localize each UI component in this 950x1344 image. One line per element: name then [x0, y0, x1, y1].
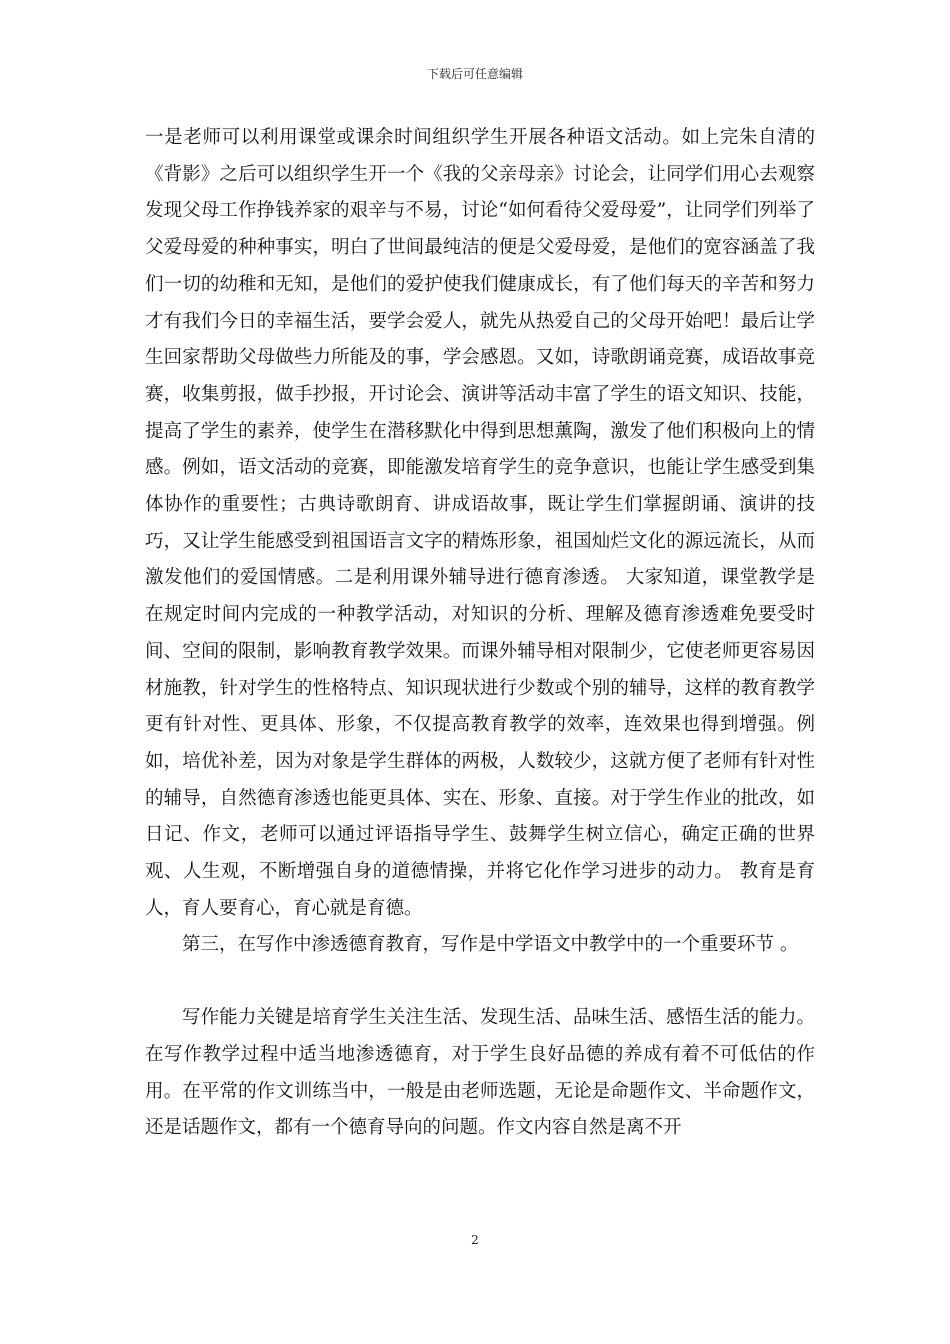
document-body [145, 120, 815, 1147]
page-number: 2 [471, 1233, 479, 1247]
page-header: 下载后可任意编辑 [426, 67, 523, 81]
paragraph-writing-ability: 写作能力关键是培育学生关注生活、发现生活、品味生活、感悟生活的能力。在写作教学过程中适当地渗透德育，对于学生良好品德的养成有着不可低估的作用。在平常的作文训练当中，一般是由老师选题，无论是命题作文、半命题作文，还是话题作文，都有一个德育导向的问题。作文内容自然是离不开 [145, 1007, 815, 1139]
paragraph-activities: 一是老师可以利用课堂或课余时间组织学生开展各种语文活动。如上完朱自清的《背影》之后可以组织学生开一个《我的父亲母亲》讨论会，让同学们用心去观察发现父母工作挣钱养家的艰辛与不易，讨论“如何看待父爱母爱”，让同学们列举了父爱母爱的种种事实，明白了世间最纯洁的便是父爱母爱，是他们的宽容涵盖了我们一切的幼稚和无知，是他们的爱护使我们健康成长，有了他们每天的辛苦和努力才有我们今日的幸福生活，要学会爱人，就先从热爱自己的父母开始吧！最后让学生回家帮助父母做些力所能及的事，学会感恩。又如，诗歌朗诵竞赛，成语故事竞赛，收集剪报，做手抄报，开讨论会、演讲等活动丰富了学生的语文知识、技能，提高了学生的素养，使学生在潜移默化中得到思想薰陶，激发了他们积极向上的情感。例如，语文活动的竞赛，即能激发培育学生的竞争意识，也能让学生感受到集体协作的重要性；古典诗歌朗育、讲成语故事，既让学生们掌握朗诵、演讲的技巧，又让学生能感受到祖国语言文字的精炼形象，祖国灿烂文化的源远流长，从而激发他们的爱国情感。二是利用课外辅导进行德育渗透。 大家知道，课堂教学是在规定时间内完成的一种教学活动，对知识的分析、理解及德育渗透难免要受时间、空间的限制，影响教育教学效果。而课外辅导相对限制少，它使老师更容易因材施教，针对学生的性格特点、知识现状进行少数或个别的辅导，这样的教育教学更有针对性、更具体、形象，不仅提高教育教学的效率，连效果也得到增强。例如，培优补差，因为对象是学生群体的两极，人数较少，这就方便了老师有针对性的辅导，自然德育渗透也能更具体、实在、形象、直接。对于学生作业的批改，如日记、作文，老师可以通过评语指导学生、鼓舞学生树立信心，确定正确的世界观、人生观，不断增强自身的道德情操，并将它化作学习进步的动力。 教育是育人，育人要育心，育心就是育德。 [145, 127, 815, 919]
paragraph-gap [145, 964, 815, 1000]
paragraph-writing-intro: 第三，在写作中渗透德育教育，写作是中学语文中教学中的一个重要环节 。 [182, 934, 799, 956]
